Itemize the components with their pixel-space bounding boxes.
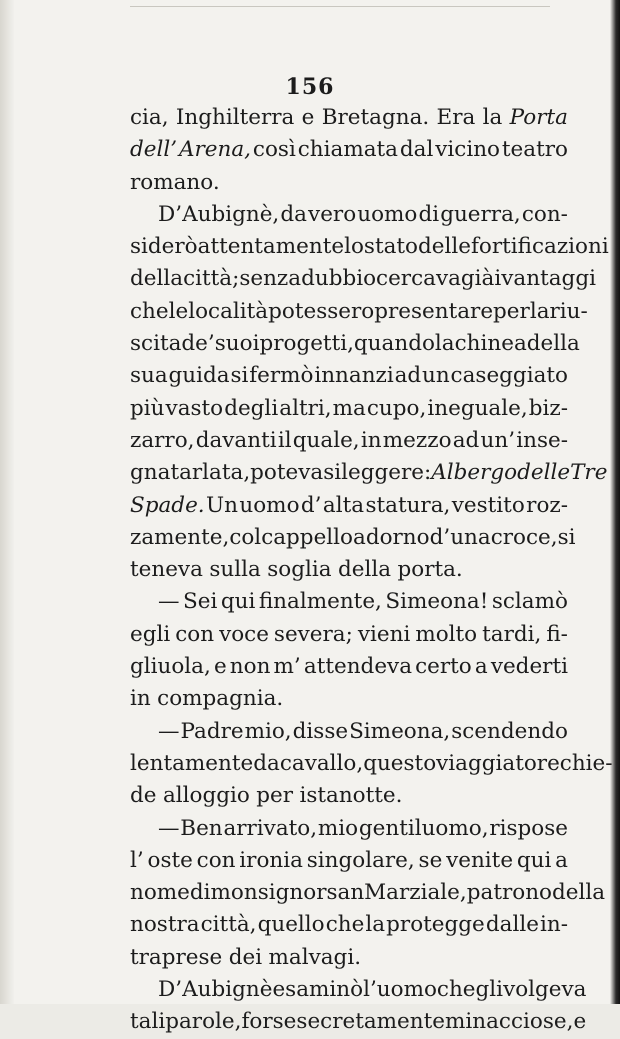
word: volgeva bbox=[503, 977, 587, 1003]
word: per bbox=[493, 298, 530, 324]
word: progetti, bbox=[259, 331, 354, 357]
word: la bbox=[529, 298, 550, 324]
word: scita bbox=[130, 331, 182, 357]
word: croce, bbox=[490, 524, 558, 550]
word: stato bbox=[363, 234, 418, 260]
word: Era bbox=[436, 105, 476, 130]
word: sclamò bbox=[491, 589, 568, 615]
word: più bbox=[130, 395, 165, 421]
word: traprese bbox=[130, 944, 223, 970]
word: zarro, bbox=[130, 427, 195, 453]
word: — bbox=[158, 718, 180, 744]
word: lo bbox=[344, 234, 364, 260]
word: Spade. bbox=[130, 492, 205, 518]
word: tardi, bbox=[482, 621, 542, 647]
word: patrono bbox=[466, 880, 552, 906]
text-line bbox=[130, 651, 568, 683]
text-line bbox=[130, 490, 568, 522]
word: ironia bbox=[239, 847, 303, 873]
word: cia, bbox=[130, 105, 169, 130]
word: alloggio bbox=[162, 783, 250, 809]
word: tarlata, bbox=[170, 460, 251, 486]
word: mezzo bbox=[382, 427, 452, 453]
word: oste bbox=[147, 847, 193, 873]
word: senza bbox=[239, 266, 302, 292]
word: biz- bbox=[528, 395, 568, 421]
word: rispose bbox=[489, 815, 568, 841]
word: in bbox=[360, 427, 382, 453]
word: venite bbox=[446, 847, 514, 873]
word: che bbox=[130, 298, 169, 324]
word: il bbox=[277, 427, 292, 453]
word: guida bbox=[168, 363, 230, 389]
word: Padre bbox=[180, 718, 244, 744]
page-number: 156 bbox=[285, 74, 335, 100]
text-line bbox=[130, 586, 568, 618]
word: fi- bbox=[546, 621, 568, 647]
word: che bbox=[325, 912, 365, 938]
word: della bbox=[551, 880, 606, 906]
word: minacciose, bbox=[445, 1009, 574, 1035]
word: Marziale, bbox=[364, 880, 467, 906]
word: e bbox=[573, 1009, 587, 1035]
word: istanotte. bbox=[299, 783, 403, 809]
word: — bbox=[158, 589, 180, 615]
word: molto bbox=[415, 621, 478, 647]
word: vieni bbox=[357, 621, 411, 647]
word: severa; bbox=[273, 621, 353, 647]
word: monsignor bbox=[210, 880, 327, 906]
page-edge-shadow bbox=[610, 0, 620, 1004]
word: altri, bbox=[279, 395, 332, 421]
word: delle bbox=[417, 234, 471, 260]
word: con bbox=[196, 847, 236, 873]
word: a bbox=[474, 654, 488, 680]
word: caseggiato bbox=[450, 363, 568, 389]
word: da bbox=[280, 201, 307, 227]
word: sua bbox=[130, 363, 168, 389]
word: roz- bbox=[526, 492, 568, 518]
word: m’ bbox=[273, 654, 301, 680]
word: e bbox=[213, 654, 227, 680]
word: uomo bbox=[357, 201, 418, 227]
word: davanti bbox=[195, 427, 277, 453]
text-line bbox=[130, 425, 568, 457]
word: col bbox=[229, 524, 262, 550]
word: che bbox=[436, 977, 476, 1003]
word: viaggiatore bbox=[436, 750, 560, 776]
word: si bbox=[230, 363, 249, 389]
word: Simeona, bbox=[349, 718, 451, 744]
word: vantaggi bbox=[501, 266, 596, 292]
word: finalmente, bbox=[258, 589, 382, 615]
top-edge-line bbox=[130, 6, 550, 7]
word: arrivato, bbox=[223, 815, 318, 841]
word: potessero bbox=[268, 298, 375, 324]
word: in- bbox=[540, 912, 568, 938]
word: un’ bbox=[480, 427, 516, 453]
word: Albergo bbox=[431, 460, 518, 486]
word: singolare, bbox=[306, 847, 415, 873]
word: vederti bbox=[490, 654, 568, 680]
word: forse bbox=[241, 1009, 297, 1035]
word: città, bbox=[200, 912, 257, 938]
word: innanzi bbox=[314, 363, 394, 389]
text-line bbox=[130, 683, 568, 715]
word: nome bbox=[130, 880, 190, 906]
word: città; bbox=[183, 266, 240, 292]
word: qui bbox=[220, 589, 256, 615]
word: d’ bbox=[300, 492, 322, 518]
text-line bbox=[130, 134, 568, 166]
word: zamente, bbox=[130, 524, 230, 550]
word: quello bbox=[257, 912, 325, 938]
word: gli bbox=[475, 977, 504, 1003]
word: disse bbox=[292, 718, 349, 744]
word: cappello bbox=[261, 524, 353, 550]
word: leggere: bbox=[341, 460, 432, 486]
text-line bbox=[130, 393, 568, 425]
word: le bbox=[168, 298, 189, 324]
word: mio bbox=[317, 815, 359, 841]
word: ma bbox=[332, 395, 366, 421]
word: siderò bbox=[130, 234, 198, 260]
word: di bbox=[189, 880, 211, 906]
word: egli bbox=[130, 621, 171, 647]
word: mio, bbox=[244, 718, 292, 744]
word: da bbox=[253, 750, 280, 776]
word: voce bbox=[219, 621, 269, 647]
word: suoi bbox=[214, 331, 260, 357]
text-line bbox=[130, 813, 568, 845]
text-line bbox=[130, 457, 608, 489]
word: si bbox=[557, 524, 576, 550]
word: con- bbox=[521, 201, 568, 227]
word: sulla bbox=[209, 557, 261, 583]
word: nostra bbox=[130, 912, 200, 938]
word: de’ bbox=[181, 331, 215, 357]
word: l’uomo bbox=[363, 977, 437, 1003]
word: teneva bbox=[130, 557, 203, 583]
word: vicino bbox=[435, 137, 500, 163]
word: un bbox=[422, 363, 450, 389]
word: Inghilterra bbox=[175, 105, 295, 130]
text-line bbox=[130, 1006, 587, 1038]
word: chinea bbox=[454, 331, 527, 357]
word: della bbox=[337, 557, 392, 583]
word: fermò bbox=[249, 363, 314, 389]
word: quando bbox=[353, 331, 435, 357]
word: già bbox=[460, 266, 495, 292]
word: a bbox=[555, 847, 568, 873]
word: adorno bbox=[353, 524, 430, 550]
word: Un bbox=[206, 492, 238, 518]
word: degli bbox=[224, 395, 279, 421]
word: gliuola, bbox=[130, 654, 211, 680]
word: della bbox=[130, 266, 184, 292]
word: la bbox=[482, 105, 503, 130]
word: potevasi bbox=[250, 460, 342, 486]
word: compagnia. bbox=[157, 686, 284, 712]
word: soglia bbox=[267, 557, 332, 583]
text-line bbox=[130, 360, 568, 392]
word: lentamente bbox=[130, 750, 254, 776]
word: dubbio bbox=[301, 266, 377, 292]
word: non bbox=[229, 654, 271, 680]
word: ad bbox=[394, 363, 422, 389]
word: secretamente bbox=[296, 1009, 445, 1035]
word: vero bbox=[308, 201, 357, 227]
word: Simeona! bbox=[385, 589, 489, 615]
word: cercava bbox=[376, 266, 461, 292]
word: per bbox=[256, 783, 294, 809]
word: fortificazioni bbox=[470, 234, 609, 260]
body-text bbox=[130, 102, 613, 1039]
text-line bbox=[130, 974, 587, 1006]
word: de bbox=[130, 783, 157, 809]
word: Ben bbox=[180, 815, 223, 841]
text-line bbox=[130, 231, 609, 263]
word: parole, bbox=[165, 1009, 242, 1035]
word: vasto bbox=[165, 395, 224, 421]
word: una bbox=[450, 524, 491, 550]
word: alta bbox=[322, 492, 365, 518]
word: Bretagna. bbox=[321, 105, 430, 130]
word: riu- bbox=[549, 298, 588, 324]
word: l’ bbox=[130, 847, 144, 873]
text-line bbox=[130, 619, 568, 651]
text-line bbox=[130, 780, 568, 812]
word: attendeva bbox=[303, 654, 413, 680]
word: dal bbox=[399, 137, 434, 163]
word: quale, bbox=[292, 427, 360, 453]
word: se bbox=[418, 847, 443, 873]
word: vestito bbox=[451, 492, 525, 518]
word: la bbox=[434, 331, 455, 357]
word: d’ bbox=[429, 524, 451, 550]
word: di bbox=[418, 201, 440, 227]
word: D’ bbox=[158, 977, 183, 1003]
text-line bbox=[130, 845, 568, 877]
word: uomo bbox=[239, 492, 300, 518]
word: gna bbox=[130, 460, 171, 486]
word: Sei bbox=[183, 589, 218, 615]
word: ineguale, bbox=[427, 395, 528, 421]
word: guerra, bbox=[440, 201, 521, 227]
word: dalle bbox=[485, 912, 539, 938]
word: chie- bbox=[559, 750, 613, 776]
text-line bbox=[130, 909, 568, 941]
word: questo bbox=[363, 750, 437, 776]
text-line bbox=[130, 877, 606, 909]
text-line bbox=[130, 716, 568, 748]
word: la bbox=[365, 912, 386, 938]
text-line bbox=[130, 554, 568, 586]
word: presentare bbox=[374, 298, 494, 324]
word: esaminò bbox=[272, 977, 364, 1003]
text-line bbox=[130, 263, 596, 295]
word: romano. bbox=[130, 169, 220, 195]
word: dell’ bbox=[130, 137, 178, 163]
word: statura, bbox=[365, 492, 451, 518]
word: delle bbox=[517, 460, 571, 486]
word: — bbox=[158, 815, 180, 841]
word: D’Aubignè, bbox=[158, 201, 280, 227]
word: Aubignè bbox=[182, 977, 273, 1003]
word: Arena, bbox=[178, 137, 252, 163]
word: così bbox=[252, 137, 296, 163]
text-line bbox=[130, 748, 613, 780]
word: gentiluomo, bbox=[358, 815, 489, 841]
text-line bbox=[130, 296, 588, 328]
word: chiamata bbox=[297, 137, 398, 163]
word: della bbox=[526, 331, 580, 357]
word: cavallo, bbox=[279, 750, 364, 776]
text-line bbox=[130, 167, 568, 199]
text-line bbox=[130, 199, 568, 231]
word: e bbox=[301, 105, 315, 130]
text-line bbox=[130, 522, 576, 554]
word: malvagi. bbox=[268, 944, 362, 970]
word: in bbox=[130, 686, 151, 712]
word: cupo, bbox=[366, 395, 427, 421]
word: località bbox=[188, 298, 269, 324]
word: teatro bbox=[501, 137, 568, 163]
word: protegge bbox=[386, 912, 485, 938]
word: qui bbox=[516, 847, 552, 873]
word: inse- bbox=[516, 427, 568, 453]
page-gutter bbox=[0, 0, 14, 1004]
word: scendendo bbox=[451, 718, 568, 744]
word: Tre bbox=[570, 460, 608, 486]
word: san bbox=[326, 880, 365, 906]
text-line bbox=[130, 102, 568, 134]
text-line bbox=[130, 942, 568, 974]
text-line bbox=[130, 328, 580, 360]
word: ad bbox=[452, 427, 480, 453]
word: certo bbox=[415, 654, 472, 680]
word: con bbox=[175, 621, 215, 647]
word: tali bbox=[130, 1009, 166, 1035]
word: dei bbox=[228, 944, 263, 970]
word: attentamente bbox=[197, 234, 345, 260]
word: i bbox=[494, 266, 502, 292]
word: porta. bbox=[397, 557, 463, 583]
word: Porta bbox=[509, 105, 568, 130]
